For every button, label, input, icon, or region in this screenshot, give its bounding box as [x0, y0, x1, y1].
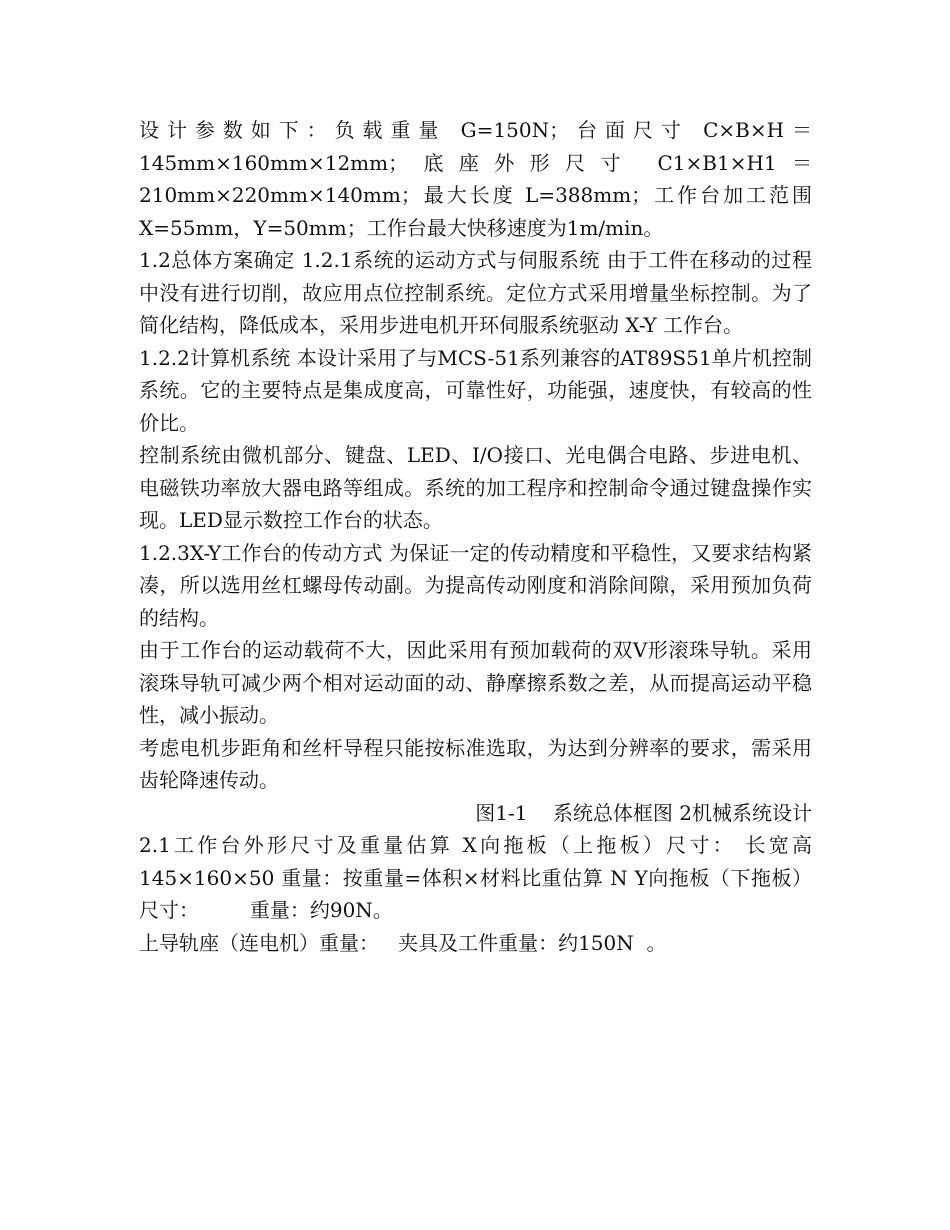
figure-caption: 图1-1 系统总体框图 2机械系统设计 — [475, 800, 812, 825]
paragraph-design-parameters: 设计参数如下：负载重量 G=150N；台面尺寸 C×B×H＝145mm×160mm×12mm；底座外形尺寸 C1×B1×H1＝210mm×220mm×140mm；最大长度 L=388mm；工作台加工范围 X=55mm，Y=50mm；工作台最大快移速度为1m/min。 — [139, 118, 812, 240]
paragraph-transmission-mode: 1.2.3X-Y工作台的传动方式 为保证一定的传动精度和平稳性，又要求结构紧凑，所以选用丝杠螺母传动副。为提高传动刚度和消除间隙，采用预加负荷的结构。 — [139, 540, 812, 630]
paragraph-control-system: 控制系统由微机部分、键盘、LED、I/O接口、光电偶合电路、步进电机、电磁铁功率放大器电路等组成。系统的加工程序和控制命令通过键盘操作实现。LED显示数控工作台的状态。 — [139, 443, 812, 532]
paragraph-upper-rail-weight: 上导轨座（连电机）重量： 夹具及工件重量：约150N 。 — [139, 930, 667, 955]
paragraph-size-weight-estimate: 2.1工作台外形尺寸及重量估算 X向拖板（上拖板）尺寸： 长宽高145×160×50 重量：按重量=体积×材料比重估算 N Y向拖板（下拖板）尺寸： 重量：约90N。 — [139, 833, 812, 922]
paragraph-gear-reduction: 考虑电机步距角和丝杆导程只能按标准选取，为达到分辨率的要求，需采用齿轮降速传动。 — [139, 735, 812, 792]
paragraph-overall-scheme: 1.2总体方案确定 1.2.1系统的运动方式与伺服系统 由于工件在移动的过程中没有进行切削，故应用点位控制系统。定位方式采用增量坐标控制。为了简化结构，降低成本，采用步进电机开环伺服系统驱动 X-Y 工作台。 — [139, 248, 812, 337]
document-body — [139, 114, 812, 959]
paragraph-computer-system: 1.2.2计算机系统 本设计采用了与MCS-51系列兼容的AT89S51单片机控制系统。它的主要特点是集成度高，可靠性好，功能强，速度快，有较高的性价比。 — [139, 345, 812, 435]
paragraph-guide-rail: 由于工作台的运动载荷不大，因此采用有预加载荷的双V形滚珠导轨。采用滚珠导轨可减少两个相对运动面的动、静摩擦系数之差，从而提高运动平稳性，减小振动。 — [139, 638, 812, 727]
